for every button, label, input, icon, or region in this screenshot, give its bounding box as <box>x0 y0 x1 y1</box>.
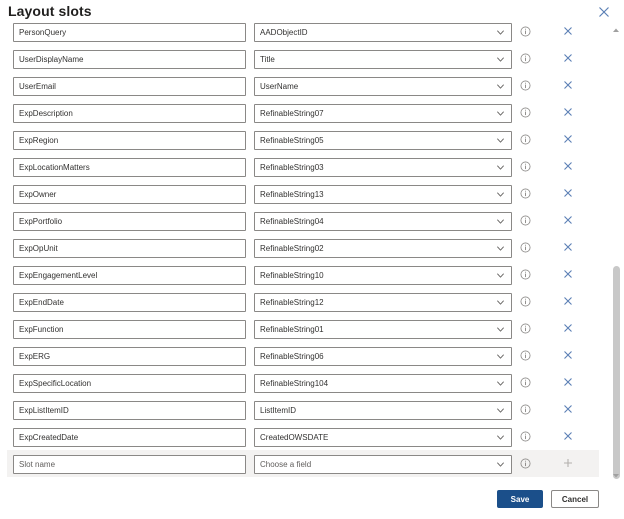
field-select[interactable] <box>254 158 512 177</box>
save-button[interactable]: Save <box>497 490 543 508</box>
slot-name-input[interactable]: UserDisplayName <box>13 50 246 69</box>
field-select-value: RefinableString104 <box>260 379 329 388</box>
close-icon[interactable] <box>598 6 610 18</box>
info-icon[interactable] <box>520 269 531 280</box>
chevron-down-icon <box>496 298 505 307</box>
field-select[interactable] <box>254 401 512 420</box>
slot-row <box>7 369 599 396</box>
slot-row <box>7 18 599 45</box>
field-select[interactable] <box>254 185 512 204</box>
field-select-value: RefinableString01 <box>260 325 324 334</box>
slot-name-input[interactable]: PersonQuery <box>13 23 246 42</box>
slot-row <box>7 423 599 450</box>
slot-row <box>7 396 599 423</box>
field-select-value: UserName <box>260 82 299 91</box>
slot-row <box>7 207 599 234</box>
field-select-placeholder: Choose a field <box>260 460 312 469</box>
field-select[interactable] <box>254 347 512 366</box>
info-icon[interactable] <box>520 53 531 64</box>
chevron-down-icon <box>496 325 505 334</box>
chevron-down-icon <box>496 28 505 37</box>
slot-name-input[interactable]: UserEmail <box>13 77 246 96</box>
field-select-value: AADObjectID <box>260 28 308 37</box>
field-select-value: Title <box>260 55 275 64</box>
chevron-down-icon <box>496 433 505 442</box>
remove-icon[interactable] <box>563 350 573 360</box>
slot-row <box>7 261 599 288</box>
slot-name-input[interactable]: ExpSpecificLocation <box>13 374 246 393</box>
field-select[interactable] <box>254 266 512 285</box>
slot-row <box>7 234 599 261</box>
field-select[interactable] <box>254 50 512 69</box>
chevron-down-icon <box>496 379 505 388</box>
chevron-down-icon <box>496 352 505 361</box>
remove-icon[interactable] <box>563 377 573 387</box>
slot-name-input[interactable]: ExpERG <box>13 347 246 366</box>
slot-name-input[interactable]: ExpPortfolio <box>13 212 246 231</box>
remove-icon[interactable] <box>563 161 573 171</box>
field-select-value: RefinableString07 <box>260 109 324 118</box>
field-select[interactable] <box>254 428 512 447</box>
info-icon[interactable] <box>520 26 531 37</box>
info-icon[interactable] <box>520 350 531 361</box>
scrollbar-thumb[interactable] <box>613 266 620 479</box>
info-icon[interactable] <box>520 377 531 388</box>
remove-icon[interactable] <box>563 323 573 333</box>
info-icon[interactable] <box>520 458 531 469</box>
chevron-down-icon <box>496 217 505 226</box>
info-icon[interactable] <box>520 431 531 442</box>
chevron-down-icon <box>496 82 505 91</box>
slot-row <box>7 315 599 342</box>
slot-name-input[interactable]: ExpRegion <box>13 131 246 150</box>
slot-row <box>7 45 599 72</box>
remove-icon[interactable] <box>563 53 573 63</box>
slot-name-input[interactable]: ExpCreatedDate <box>13 428 246 447</box>
chevron-down-icon <box>496 109 505 118</box>
remove-icon[interactable] <box>563 107 573 117</box>
field-select-value: RefinableString06 <box>260 352 324 361</box>
info-icon[interactable] <box>520 134 531 145</box>
field-select-value: RefinableString10 <box>260 271 324 280</box>
slot-rows <box>7 18 599 477</box>
remove-icon[interactable] <box>563 296 573 306</box>
field-select-value: CreatedOWSDATE <box>260 433 329 442</box>
info-icon[interactable] <box>520 80 531 91</box>
field-select-value: RefinableString13 <box>260 190 324 199</box>
remove-icon[interactable] <box>563 242 573 252</box>
slot-row <box>7 288 599 315</box>
scroll-up-arrow-icon[interactable] <box>612 27 620 33</box>
field-select-value: RefinableString02 <box>260 244 324 253</box>
slot-name-input[interactable]: ExpDescription <box>13 104 246 123</box>
remove-icon[interactable] <box>563 188 573 198</box>
slot-name-input[interactable]: ExpEngagementLevel <box>13 266 246 285</box>
remove-icon[interactable] <box>563 404 573 414</box>
field-select[interactable] <box>254 293 512 312</box>
chevron-down-icon <box>496 163 505 172</box>
slot-row <box>7 72 599 99</box>
new-field-select[interactable] <box>254 455 512 474</box>
remove-icon[interactable] <box>563 215 573 225</box>
field-select-value: RefinableString04 <box>260 217 324 226</box>
slot-row <box>7 153 599 180</box>
chevron-down-icon <box>496 190 505 199</box>
chevron-down-icon <box>496 460 505 469</box>
slot-name-input[interactable]: ExpEndDate <box>13 293 246 312</box>
cancel-button[interactable]: Cancel <box>551 490 599 508</box>
info-icon[interactable] <box>520 296 531 307</box>
info-icon[interactable] <box>520 215 531 226</box>
info-icon[interactable] <box>520 404 531 415</box>
field-select[interactable] <box>254 320 512 339</box>
remove-icon[interactable] <box>563 80 573 90</box>
slot-name-input[interactable]: ExpListItemID <box>13 401 246 420</box>
slot-row <box>7 180 599 207</box>
info-icon[interactable] <box>520 323 531 334</box>
chevron-down-icon <box>496 406 505 415</box>
slot-name-input[interactable]: ExpOpUnit <box>13 239 246 258</box>
field-select[interactable] <box>254 77 512 96</box>
field-select-value: RefinableString12 <box>260 298 324 307</box>
slot-row <box>7 99 599 126</box>
new-slot-row <box>7 450 599 477</box>
slot-name-input[interactable]: ExpOwner <box>13 185 246 204</box>
slot-row <box>7 342 599 369</box>
remove-icon[interactable] <box>563 134 573 144</box>
field-select[interactable] <box>254 23 512 42</box>
field-select[interactable] <box>254 212 512 231</box>
remove-icon[interactable] <box>563 26 573 36</box>
scroll-down-arrow-icon[interactable] <box>612 473 620 479</box>
info-icon[interactable] <box>520 188 531 199</box>
new-slot-name-input[interactable]: Slot name <box>13 455 246 474</box>
chevron-down-icon <box>496 136 505 145</box>
chevron-down-icon <box>496 244 505 253</box>
panel-title: Layout slots <box>8 3 92 19</box>
field-select[interactable] <box>254 131 512 150</box>
remove-icon[interactable] <box>563 269 573 279</box>
info-icon[interactable] <box>520 161 531 172</box>
field-select[interactable] <box>254 239 512 258</box>
field-select-value: RefinableString05 <box>260 136 324 145</box>
field-select-value: ListItemID <box>260 406 297 415</box>
info-icon[interactable] <box>520 107 531 118</box>
chevron-down-icon <box>496 271 505 280</box>
slot-name-input[interactable]: ExpLocationMatters <box>13 158 246 177</box>
slot-name-input[interactable]: ExpFunction <box>13 320 246 339</box>
info-icon[interactable] <box>520 242 531 253</box>
add-icon <box>563 458 573 468</box>
slot-row <box>7 126 599 153</box>
remove-icon[interactable] <box>563 431 573 441</box>
chevron-down-icon <box>496 55 505 64</box>
field-select[interactable] <box>254 374 512 393</box>
field-select[interactable] <box>254 104 512 123</box>
field-select-value: RefinableString03 <box>260 163 324 172</box>
